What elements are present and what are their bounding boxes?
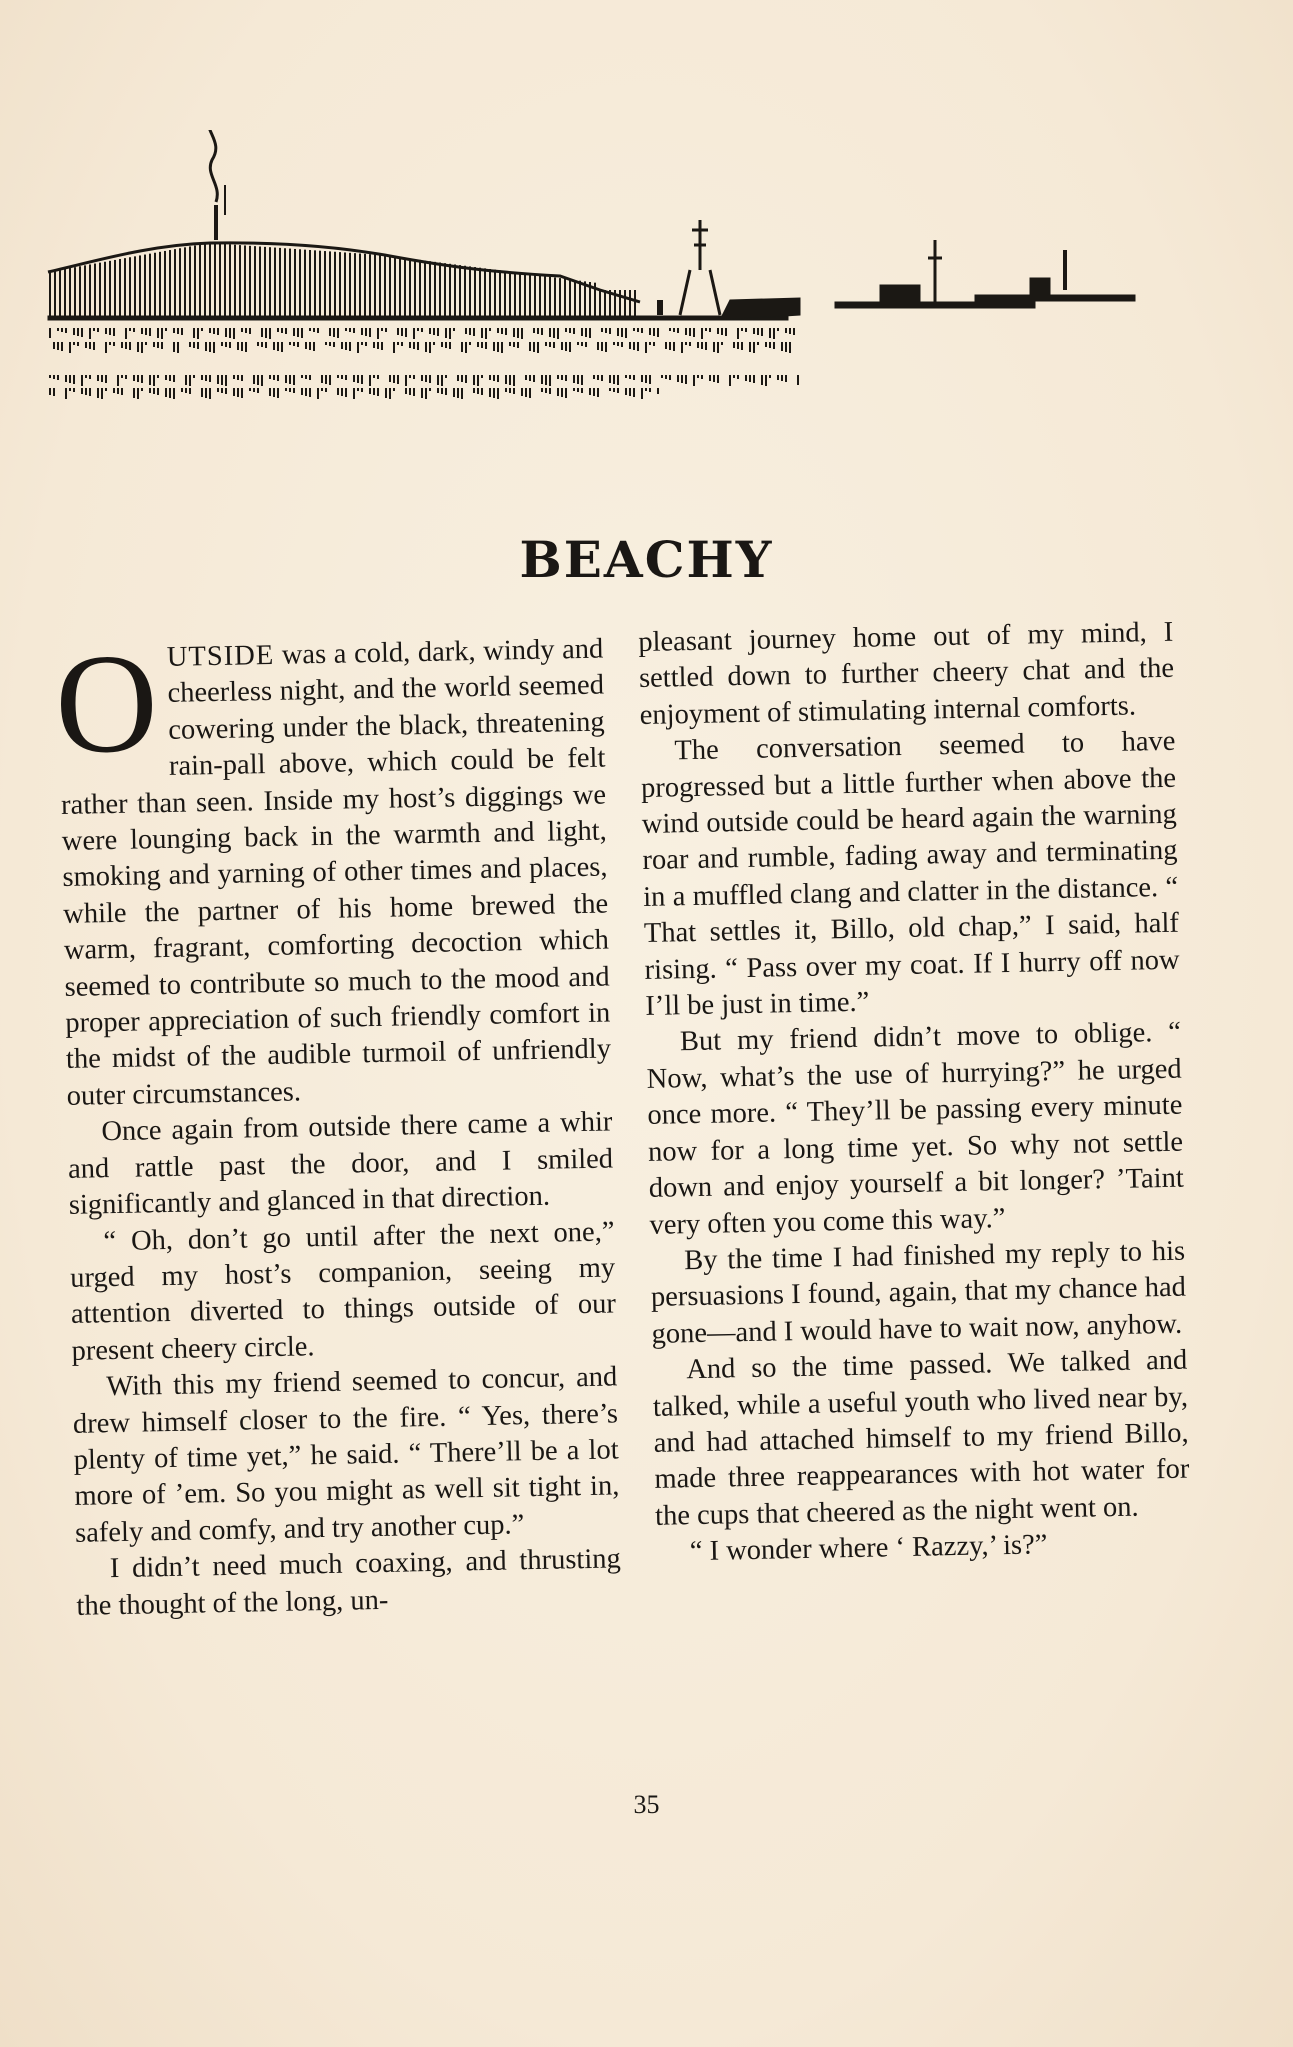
paragraph: With this my friend seemed to concur, and drew himself closer to the fire. “ Yes, there’s plenty of time yet,” he said. “ There’ll be a lot more of ’em. So you might as well sit tight in, safely and comfy, and try another cup.” xyxy=(72,1361,620,1549)
opening-paragraph xyxy=(53,623,612,1116)
text-column-right xyxy=(638,615,1191,1572)
paragraph: pleasant journey home out of my mind, I settled down to further cheery chat and the enjoyment of stimulating internal comforts. xyxy=(638,616,1175,731)
drop-cap: O xyxy=(53,623,160,784)
opening-small-caps: UTSIDE xyxy=(166,639,275,673)
paragraph: I didn’t need much coaxing, and thrusting the thought of the long, un- xyxy=(76,1543,622,1622)
paragraph: Once again from outside there came a whir and rattle past the door, and I smiled significantly and glanced in that direction. xyxy=(67,1106,614,1221)
paragraph: And so the time passed. We talked and talked, while a useful youth who lived near by, and had attached himself to my friend Billo, made three reappearances with hot water for the cups that cheered as the night went on. xyxy=(652,1344,1190,1532)
opening-text: was a cold, dark, windy and cheerless night, and the world seemed cowering under the black, threatening rain-pall above, which could be felt rather than seen. Inside my host’s diggings we were lounging back in the warmth and light, smoking and yarning of other times and places, while the partner of his home brewed the warm, fragrant, comforting decoction which seemed to contribute so much to the mood and proper appreciation of such friendly comfort in the midst of the audible turmoil of unfriendly outer circumstances. xyxy=(60,633,612,1112)
paragraph: “ Oh, don’t go until after the next one,” urged my host’s companion, seeing my attention diverted to things outside of our present cheery circle. xyxy=(69,1215,617,1367)
paragraph: By the time I had finished my reply to his persuasions I found, again, that my chance had gone—and I would have to wait now, anyhow. xyxy=(650,1235,1187,1350)
page-number: 35 xyxy=(633,1790,660,1819)
chapter-title: BEACHY xyxy=(519,530,774,589)
paragraph: The conversation seemed to have progressed but a little further when above the wind outside could be heard again the warning roar and rumble, fading away and terminating in a muffled clang and clatter in the distance. “ That settles it, Billo, old chap,” I said, half rising. “ Pass over my coat. If I hurry off now I’ll be just in time.” xyxy=(640,725,1180,1022)
paragraph: But my friend didn’t move to oblige. “ Now, what’s the use of hurrying?” he urged once more. “ They’ll be passing every minute now for a long time yet. So why not settle down and enjoy yourself a bit longer? ’Taint very often you come this way.” xyxy=(646,1017,1185,1241)
coastal-headland-with-ships-illustration xyxy=(40,130,1150,490)
paragraph: “ I wonder where ‘ Razzy,’ is?” xyxy=(689,1529,1048,1568)
text-column-left xyxy=(53,623,622,1625)
